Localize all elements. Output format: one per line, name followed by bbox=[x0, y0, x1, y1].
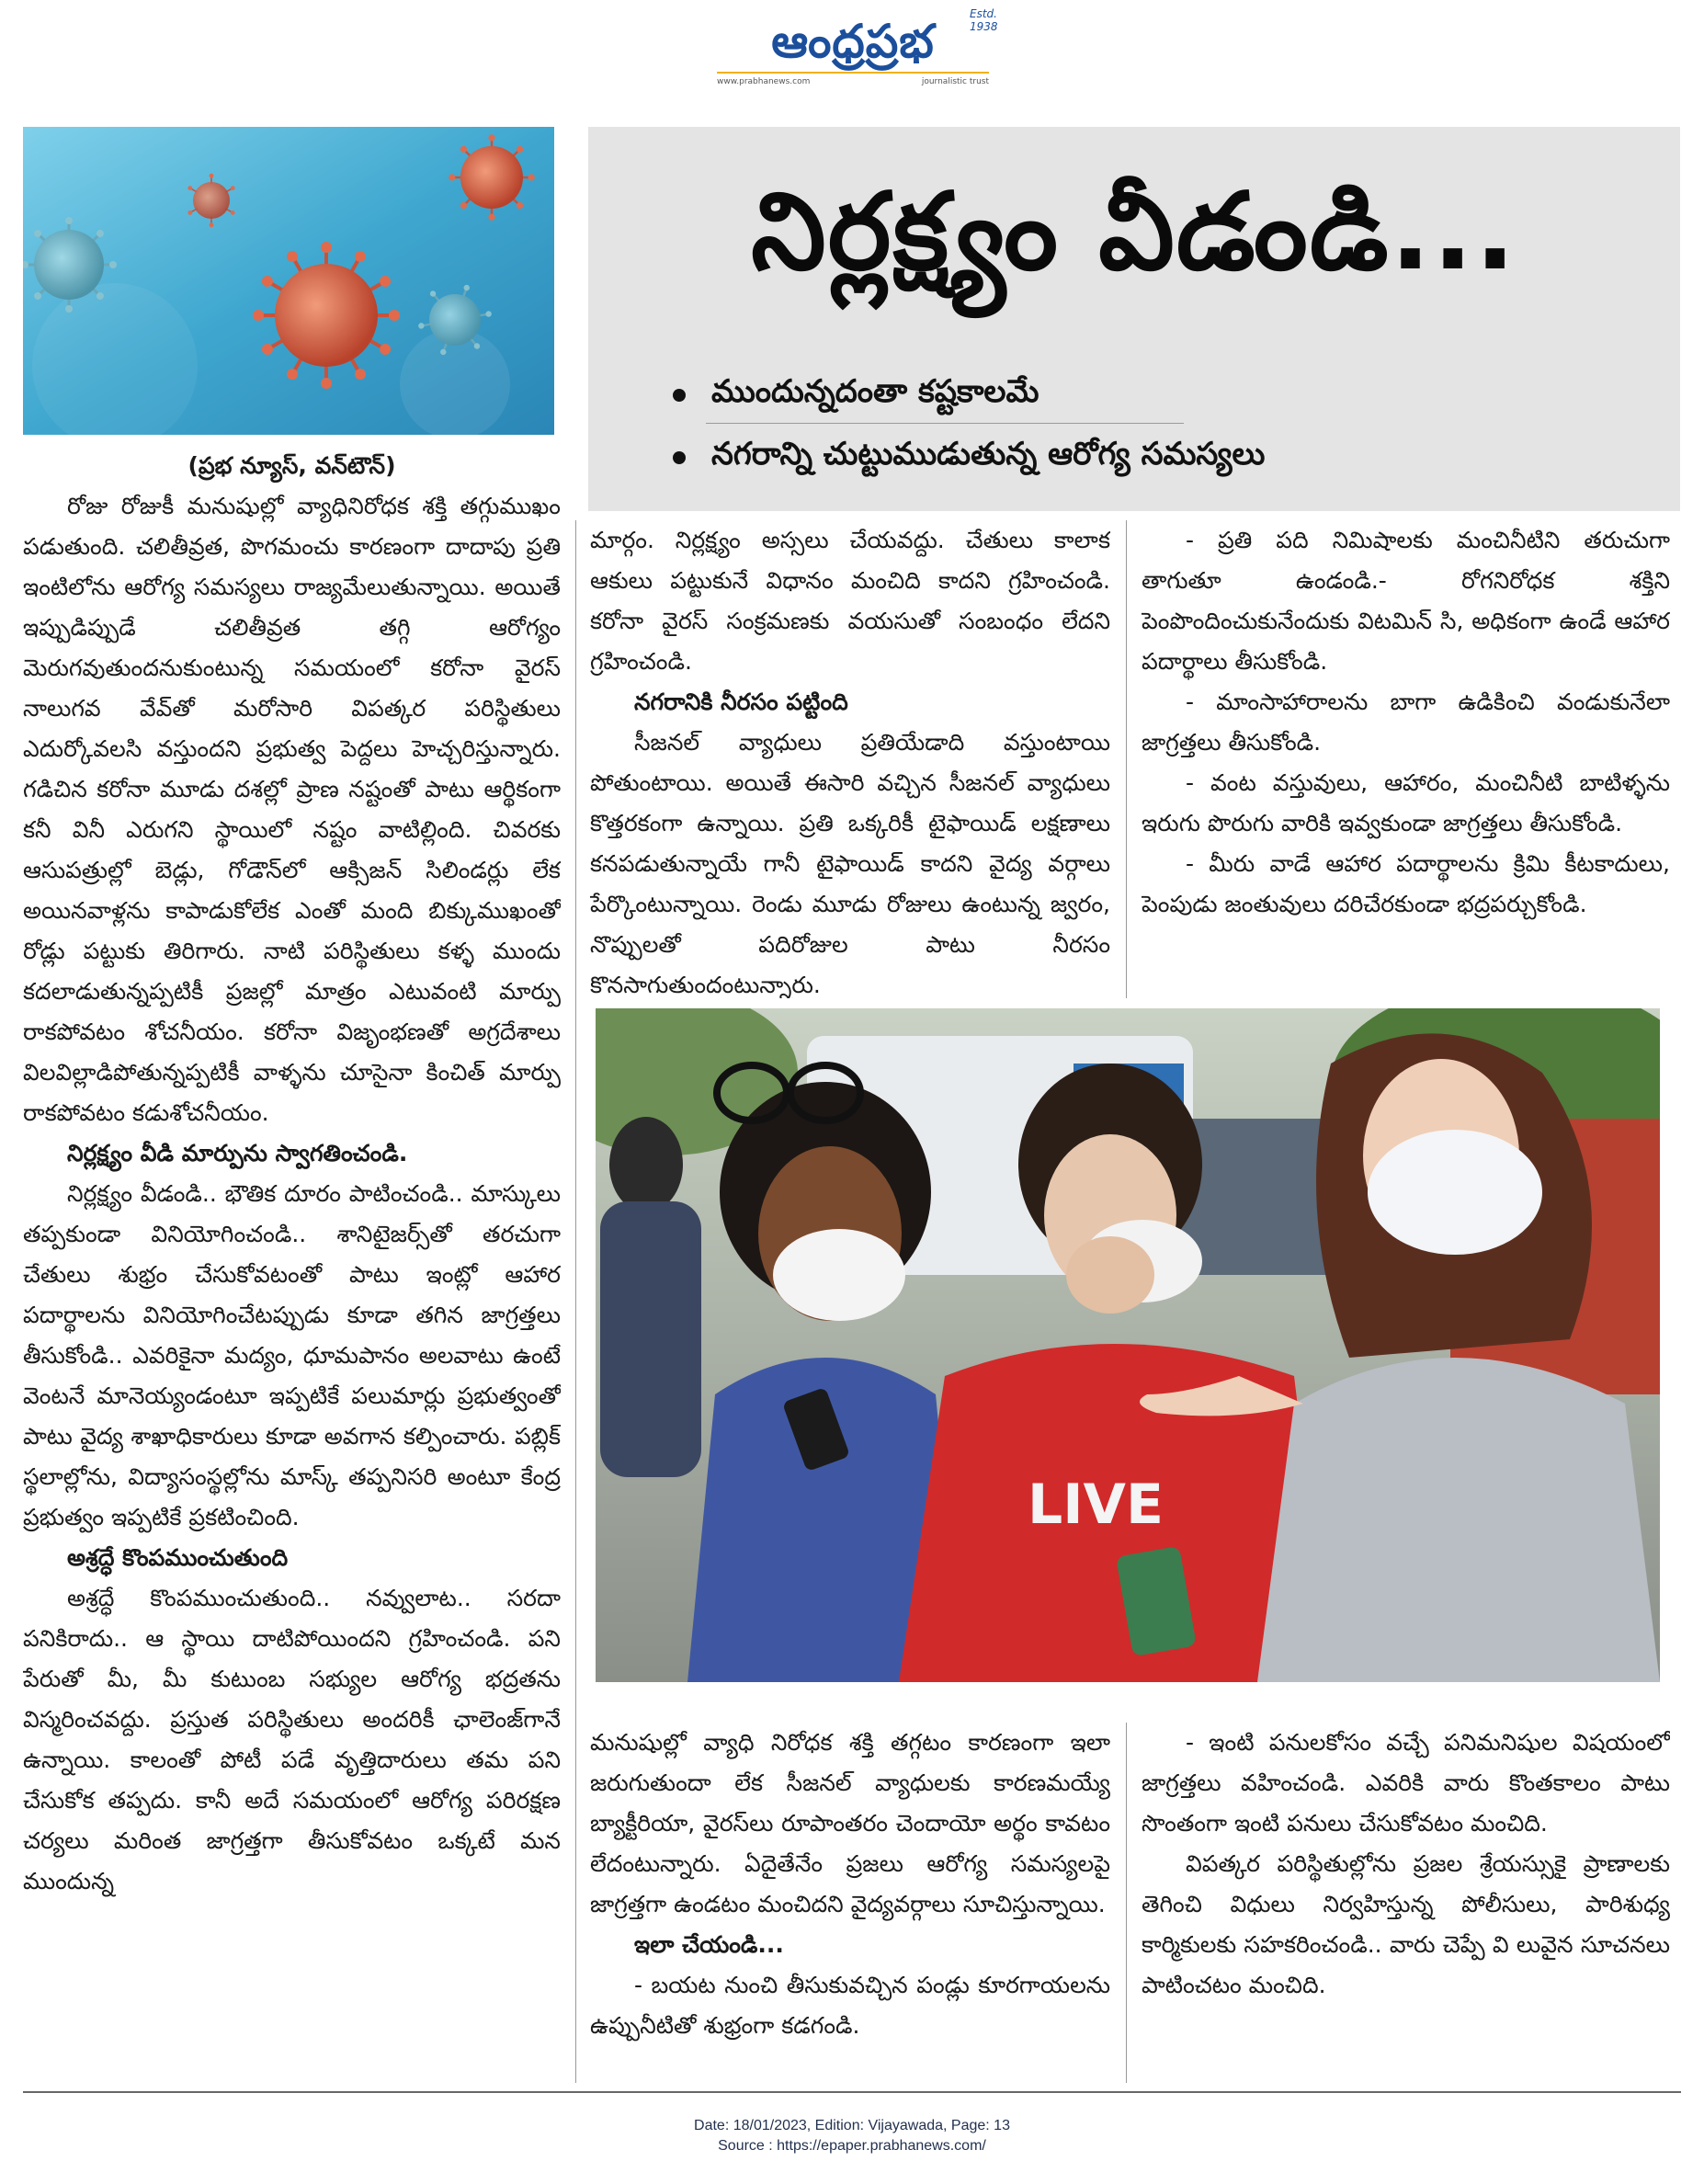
tip-item: - వంట వస్తువులు, ఆహారం, మంచినీటి బాటిళ్ళను ఇరుగు పొరుగు వారికి ఇవ్వకుండా జాగ్రత్తలు తీసుకోండి. bbox=[1142, 769, 1670, 836]
bullet-dot-icon bbox=[673, 451, 686, 464]
tip-item: - మాంసాహారాలను బాగా ఉడికించి వండుకునేలా జాగ్రత్తలు తీసుకోండి. bbox=[1142, 688, 1670, 756]
bullet-dot-icon bbox=[673, 389, 686, 402]
virus-illustration bbox=[23, 127, 554, 435]
footer-source: Source : https://epaper.prabhanews.com/ bbox=[718, 2138, 986, 2154]
article-paragraph: నిర్లక్ష్యం వీడండి.. భౌతిక దూరం పాటించండి.. మాస్కులు తప్పకుండా వినియోగించండి.. శానిటైజర్స్‌తో తరచుగా చేతులు శుభ్రం చేసుకోవటంతో పాటు ఇంట్లో ఆహార పదార్థాలను వినియోగించేటప్పుడు కూడా తగిన జాగ్రత్తలు తీసుకోండి.. ఎవరికైనా మద్యం, ధూమపానం అలవాటు ఉంటే వెంటనే మానెయ్యండంటూ ఇప్పటికే పలుమార్లు ప్రభుత్వంతో పాటు వైద్య శాఖాధికారులు కూడా అవగాన కల్పించారు. పబ్లిక్ స్థలాల్లోను, విద్యాసంస్థల్లోను మాస్క్ తప్పనిసరి అంటూ కేంద్ర ప్రభుత్వం ఇప్పటికే ప్రకటించింది. bbox=[23, 1180, 561, 1530]
column-rule bbox=[575, 520, 576, 2083]
article-column-2-top bbox=[590, 520, 1110, 998]
article-subheading: నగరానికి నీరసం పట్టింది bbox=[634, 688, 848, 715]
article-paragraph: మార్గం. నిర్లక్ష్యం అస్సలు చేయవద్దు. చేతులు కాలాక ఆకులు పట్టుకునే విధానం మంచిది కాదని గ్రహించండి. కరోనా వైరస్ సంక్రమణకు వయసుతో సంబంధం లేదని గ్రహించండి. bbox=[590, 527, 1110, 675]
footer-date-edition: Date: 18/01/2023, Edition: Vijayawada, Page: 13 bbox=[694, 2118, 1010, 2133]
bullet-text: ముందున్నదంతా కష్టకాలమే bbox=[711, 373, 1039, 410]
masthead-logo bbox=[699, 7, 1011, 90]
article-paragraph: విపత్కర పరిస్థితుల్లోను ప్రజల శ్రేయస్సుకై ప్రాణాలకు తెగించి విధులు నిర్వహిస్తున్న పోలీసులు, పారిశుధ్య కార్మికులకు సహకరించండి.. వారు చెప్పే వి లువైన సూచనలు పాటించటం మంచిది. bbox=[1142, 1850, 1670, 1998]
tip-item: - మీరు వాడే ఆహార పదార్థాలను క్రిమి కీటకాదులు, పెంపుడు జంతువులు దరిచేరకుండా భద్రపర్చుకోండి. bbox=[1142, 850, 1670, 917]
bullet-divider bbox=[706, 423, 1184, 424]
article-column-3-top bbox=[1142, 520, 1670, 998]
headline-box bbox=[588, 127, 1680, 511]
virus-top-right bbox=[449, 134, 535, 221]
tip-item: - ప్రతి పది నిమిషాలకు మంచినీటిని తరుచుగా తాగుతూ ఉండండి.- రోగనిరోధక శక్తిని పెంపొందించుకునేందుకు విటమిన్ సి, అధికంగా ఉండే ఆహార పదార్థాలు తీసుకోండి. bbox=[1142, 527, 1670, 675]
logo-taglines bbox=[717, 77, 989, 86]
article-dateline: (ప్రభ న్యూస్, వన్‌టౌన్) bbox=[187, 452, 396, 479]
photo-women-masks bbox=[596, 1008, 1660, 1682]
article-paragraph: సీజనల్ వ్యాధులు ప్రతియేడాది వస్తుంటాయి పోతుంటాయి. అయితే ఈసారి వచ్చిన సీజనల్ వ్యాధులు కొత్తరకంగా ఉన్నాయి. ప్రతి ఒక్కరికీ టైఫాయిడ్ లక్షణాలు కనపడుతున్నాయే గానీ టైఫాయిడ్ కాదని వైద్య వర్గాలు పేర్కొంటున్నాయి. రెండు మూడు రోజులు ఉంటున్న జ్వరం, నొప్పులతో పదిరోజుల పాటు నీరసం కొనసాగుతుందంటున్నారు. bbox=[590, 729, 1110, 998]
article-paragraph: మనుషుల్లో వ్యాధి నిరోధక శక్తి తగ్గటం కారణంగా ఇలా జరుగుతుందా లేక సీజనల్ వ్యాధులకు కారణమయ్యే బ్యాక్టీరియా, వైరస్‌లు రూపాంతరం చెందాయో అర్థం కావటం లేదంటున్నారు. ఏదైతేనేం ప్రజలు ఆరోగ్య సమస్యలపై జాగ్రత్తగా ఉండటం మంచిదని వైద్యవర్గాలు సూచిస్తున్నాయి. bbox=[590, 1729, 1110, 1917]
headline-title: నిర్లక్ష్యం వీడండి... bbox=[751, 170, 1517, 294]
article-paragraph: రోజు రోజుకీ మనుషుల్లో వ్యాధినిరోధక శక్తి తగ్గుముఖం పడుతుంది. చలితీవ్రత, పొగమంచు కారణంగా దాదాపు ప్రతి ఇంటిలోను ఆరోగ్య సమస్యలు రాజ్యమేలుతున్నాయి. అయితే ఇప్పుడిప్పుడే చలితీవ్రత తగ్గి ఆరోగ్యం మెరుగవుతుందనుకుంటున్న సమయంలో కరోనా వైరస్ నాలుగవ వేవ్‌తో మరోసారి విపత్కర పరిస్థితులు ఎదుర్కోవలసి వస్తుందని ప్రభుత్వ పెద్దలు హెచ్చరిస్తున్నారు. గడిచిన కరోనా మూడు దశల్లో ప్రాణ నష్టంతో పాటు ఆర్థికంగా కనీ వినీ ఎరుగని స్థాయిలో నష్టం వాటిల్లింది. చివరకు ఆసుపత్రుల్లో బెడ్లు, గోడౌన్‌లో ఆక్సిజన్ సిలిండర్లు లేక అయినవాళ్లను కాపాడుకోలేక ఎంతో మంది బిక్కుముఖంతో రోడ్లు పట్టుకు తిరిగారు. నాటి పరిస్థితులు కళ్ళ ముందు కదలాడుతున్నప్పటికీ ప్రజల్లో మాత్రం ఎటువంటి మార్పు రాకపోవటం శోచనీయం. కరోనా విజృంభణతో అగ్రదేశాలు విలవిల్లాడిపోతున్నప్పటికీ వాళ్ళను చూసైనా కించిత్ మార్పు రాకపోవటం కడుశోచనీయం. bbox=[23, 493, 561, 1126]
article-paragraph: అశ్రద్ధే కొంపముంచుతుంది.. నవ్వులాట.. సరదా పనికిరాదు.. ఆ స్థాయి దాటిపోయిందని గ్రహించండి. పని పేరుతో మీ, మీ కుటుంబ సభ్యుల ఆరోగ్య భద్రతను విస్మరించవద్దు. ప్రస్తుత పరిస్థితులు అందరికీ ఛాలెంజ్‌గానే ఉన్నాయి. కాలంతో పోటీ పడే వృత్తిదారులు తమ పని చేసుకోక తప్పదు. కానీ అదే సమయంలో ఆరోగ్య పరిరక్షణ చర్యలు మరింత జాగ్రత్తగా తీసుకోవటం ఒక్కటే మన ముందున్న bbox=[23, 1585, 561, 1894]
bullet-text: నగరాన్ని చుట్టుముడుతున్న ఆరోగ్య సమస్యలు bbox=[711, 436, 1266, 472]
column-rule bbox=[1126, 1723, 1127, 2083]
article-column-1 bbox=[23, 446, 561, 2084]
headline-bullet bbox=[673, 436, 1265, 480]
logo-underline bbox=[717, 72, 989, 74]
article-subheading: అశ్రద్ధే కొంపముంచుతుంది bbox=[67, 1544, 289, 1571]
article-subheading: ఇలా చేయండి... bbox=[634, 1931, 784, 1958]
tip-item: - బయట నుంచి తీసుకువచ్చిన పండ్లు కూరగాయలను ఉప్పునీటితో శుభ్రంగా కడగండి. bbox=[590, 1972, 1110, 2039]
virus-teal-left bbox=[23, 217, 117, 313]
article-subheading: నిర్లక్ష్యం వీడి మార్పును స్వాగతించండి. bbox=[67, 1140, 408, 1166]
column-rule bbox=[1126, 520, 1127, 998]
tip-item: - ఇంటి పనులకోసం వచ్చే పనిమనిషుల విషయంలో జాగ్రత్తలు వహించండి. ఎవరికి వారు కొంతకాలం పాటు సొంతంగా ఇంటి పనులు చేసుకోవటం మంచిది. bbox=[1142, 1729, 1670, 1837]
logo-text: ఆంధ్రప్రభ bbox=[771, 15, 935, 68]
article-column-3-bottom bbox=[1142, 1723, 1670, 2083]
logo-left-tag: www.prabhanews.com bbox=[717, 77, 811, 86]
logo-estd: Estd. 1938 bbox=[970, 7, 998, 33]
virus-illustration-svg bbox=[23, 127, 554, 435]
footer-rule bbox=[23, 2091, 1681, 2093]
logo-right-tag: journalistic trust bbox=[921, 77, 989, 86]
photo-shirt-text: LIVE bbox=[1028, 1473, 1164, 1537]
article-column-2-bottom bbox=[590, 1723, 1110, 2083]
photo-svg bbox=[596, 1008, 1660, 1682]
footer-credits bbox=[0, 2116, 1704, 2156]
headline-bullet bbox=[673, 373, 1039, 417]
